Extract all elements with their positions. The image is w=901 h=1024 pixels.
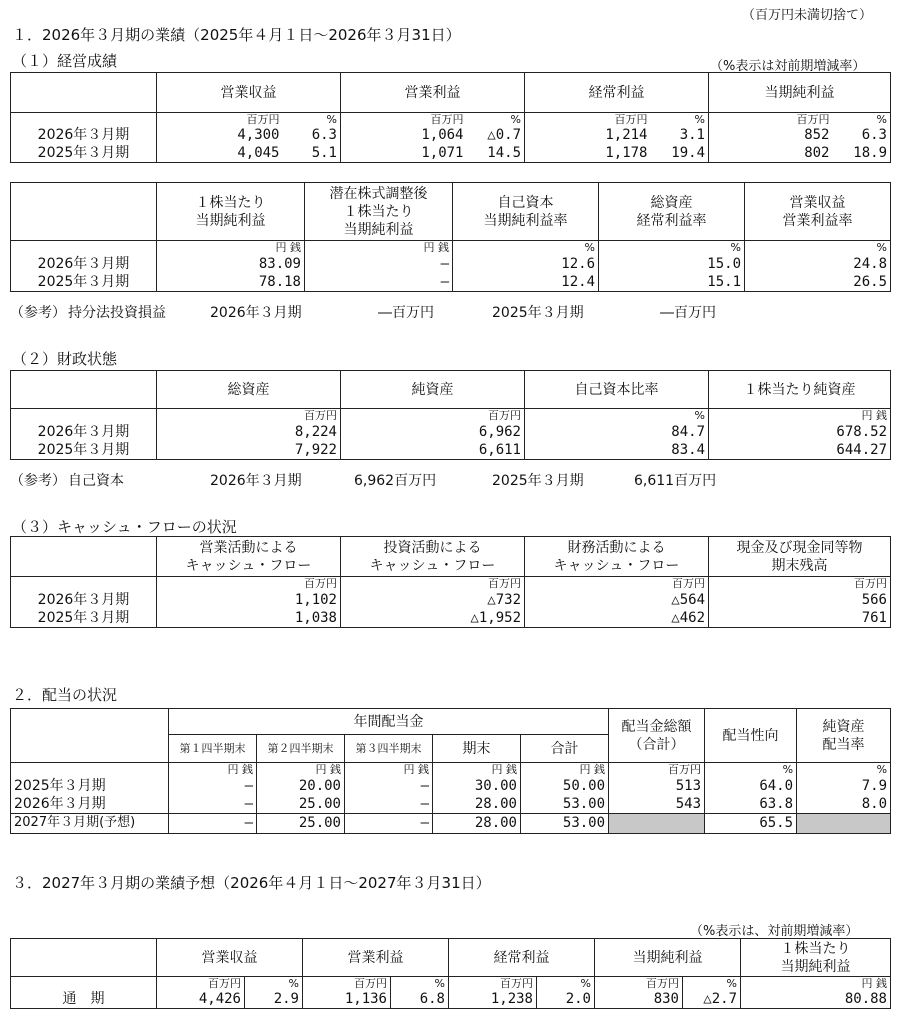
t5-subheader: 期末 xyxy=(433,735,521,763)
cell: 64.0 xyxy=(705,777,797,795)
cash-flow-heading: （３）キャッシュ・フローの状況 xyxy=(12,518,237,536)
t5-subheader: 合計 xyxy=(521,735,609,763)
row-label: 2026年３月期 xyxy=(11,795,169,814)
cell-shaded xyxy=(609,813,705,833)
cell: △1,952 xyxy=(341,609,525,628)
cell: 28.00 xyxy=(433,813,521,833)
cell: ― xyxy=(345,777,433,795)
cell: 6.3 xyxy=(283,126,341,144)
cell: 1,102 xyxy=(157,591,341,609)
cell: 12.6 xyxy=(453,255,599,273)
cell: 6.3 xyxy=(833,126,891,144)
cell: 1,214 xyxy=(525,126,651,144)
t4-header: 現金及び現金同等物 期末残高 xyxy=(709,537,891,577)
t2-header: 潜在株式調整後 １株当たり 当期純利益 xyxy=(305,183,453,241)
cell: 50.00 xyxy=(521,777,609,795)
t3-header: 純資産 xyxy=(341,371,525,409)
cell: ― xyxy=(345,813,433,833)
reference-value: ―百万円 xyxy=(660,305,716,321)
cell: 14.5 xyxy=(467,144,525,163)
section1-title: １．2026年３月期の業績（2025年４月１日～2026年３月31日） xyxy=(12,26,461,44)
row-label: 2026年３月期 xyxy=(11,255,157,273)
cell: 20.00 xyxy=(257,777,345,795)
t2-unit: 円 銭 xyxy=(157,241,305,255)
t6-unit: % xyxy=(391,977,449,991)
row-label: 2026年３月期 xyxy=(11,591,157,609)
t5-unit-label xyxy=(11,763,169,777)
cell: 6,611 xyxy=(341,441,525,460)
t1-header: 営業利益 xyxy=(341,73,525,113)
cash-flow-table xyxy=(10,536,891,628)
table-row xyxy=(11,795,891,814)
cell: 8.0 xyxy=(797,795,891,814)
cell: ― xyxy=(345,795,433,814)
cell: 83.4 xyxy=(525,441,709,460)
row-label: 2026年３月期 xyxy=(11,423,157,441)
forecast-table xyxy=(10,938,891,1009)
t2-header: 営業収益 営業利益率 xyxy=(745,183,891,241)
cell: 543 xyxy=(609,795,705,814)
table-row xyxy=(11,423,891,441)
t5-unit: 円 銭 xyxy=(169,763,257,777)
t3-unit: 百万円 xyxy=(341,409,525,423)
reference-value: 6,611百万円 xyxy=(634,473,717,489)
cell: ― xyxy=(169,813,257,833)
table-row xyxy=(11,144,891,163)
t6-unit: 百万円 xyxy=(303,977,391,991)
cell: 7.9 xyxy=(797,777,891,795)
t1-unit: % xyxy=(651,113,709,127)
t5-subheader: 第３四半期末 xyxy=(345,735,433,763)
t1-header: 経常利益 xyxy=(525,73,709,113)
per-share-ratios-table xyxy=(10,182,891,292)
reference-item: 自己資本 xyxy=(68,473,124,489)
cell: 18.9 xyxy=(833,144,891,163)
t1-unit: % xyxy=(833,113,891,127)
cell: 644.27 xyxy=(709,441,891,460)
dividends-table xyxy=(10,708,891,834)
cell: 1,136 xyxy=(303,990,391,1009)
t2-unit: % xyxy=(599,241,745,255)
t1-unit: 百万円 xyxy=(157,113,283,127)
t6-unit: 百万円 xyxy=(449,977,537,991)
t1-unit: 百万円 xyxy=(525,113,651,127)
t6-unit: % xyxy=(537,977,595,991)
table-row xyxy=(11,777,891,795)
cell: 5.1 xyxy=(283,144,341,163)
t5-header: 配当金総額 （合計） xyxy=(609,709,705,763)
t6-header: １株当たり 当期純利益 xyxy=(741,939,891,977)
cell: △564 xyxy=(525,591,709,609)
cell: 830 xyxy=(595,990,683,1009)
t2-unit: % xyxy=(453,241,599,255)
cell: 15.1 xyxy=(599,273,745,292)
cell: 28.00 xyxy=(433,795,521,814)
cell: △0.7 xyxy=(467,126,525,144)
cell: 852 xyxy=(709,126,833,144)
t1-unit: % xyxy=(283,113,341,127)
forecast-change-note: （%表示は、対前期増減率） xyxy=(690,924,859,939)
cell: 65.5 xyxy=(705,813,797,833)
cell: 63.8 xyxy=(705,795,797,814)
reference-value: ―百万円 xyxy=(378,305,434,321)
cell: 78.18 xyxy=(157,273,305,292)
reference-label: （参考） xyxy=(10,473,66,489)
t3-header: １株当たり純資産 xyxy=(709,371,891,409)
t6-header: 当期純利益 xyxy=(595,939,741,977)
t3-header: 自己資本比率 xyxy=(525,371,709,409)
t5-unit: 円 銭 xyxy=(433,763,521,777)
cell: 678.52 xyxy=(709,423,891,441)
cell: 1,178 xyxy=(525,144,651,163)
reference-item: 持分法投資損益 xyxy=(68,305,166,321)
cell: ― xyxy=(305,255,453,273)
cell: 513 xyxy=(609,777,705,795)
reference-period: 2026年３月期 xyxy=(210,473,302,489)
t6-unit: % xyxy=(683,977,741,991)
cell: 1,238 xyxy=(449,990,537,1009)
cell: 4,426 xyxy=(157,990,245,1009)
cell: 4,045 xyxy=(157,144,283,163)
operating-results-heading: （１）経営成績 xyxy=(12,52,118,70)
t6-unit: 百万円 xyxy=(595,977,683,991)
cell: 80.88 xyxy=(741,990,891,1009)
cell: 84.7 xyxy=(525,423,709,441)
table-row xyxy=(11,813,891,833)
cell: 6.8 xyxy=(391,990,449,1009)
cell: 15.0 xyxy=(599,255,745,273)
t6-unit-label xyxy=(11,977,157,991)
t1-corner xyxy=(11,73,157,113)
table-row xyxy=(11,609,891,628)
t5-header: 純資産 配当率 xyxy=(797,709,891,763)
t4-unit: 百万円 xyxy=(341,577,525,591)
t3-unit: % xyxy=(525,409,709,423)
cell: 30.00 xyxy=(433,777,521,795)
t5-subheader: 第１四半期末 xyxy=(169,735,257,763)
t5-unit: 円 銭 xyxy=(345,763,433,777)
table-row xyxy=(11,591,891,609)
t4-unit: 百万円 xyxy=(709,577,891,591)
cell: 4,300 xyxy=(157,126,283,144)
cell: 6,962 xyxy=(341,423,525,441)
cell: 25.00 xyxy=(257,795,345,814)
table-row xyxy=(11,273,891,292)
t1-header: 当期純利益 xyxy=(709,73,891,113)
table-row xyxy=(11,126,891,144)
t3-unit: 円 銭 xyxy=(709,409,891,423)
row-label: 2025年３月期 xyxy=(11,144,157,163)
table-row xyxy=(11,441,891,460)
row-label: 通 期 xyxy=(11,990,157,1009)
row-label: 2026年３月期 xyxy=(11,126,157,144)
t4-header: 営業活動による キャッシュ・フロー xyxy=(157,537,341,577)
t1-header: 営業収益 xyxy=(157,73,341,113)
cell: 26.5 xyxy=(745,273,891,292)
cell: 7,922 xyxy=(157,441,341,460)
t2-corner xyxy=(11,183,157,241)
cell: 2.9 xyxy=(245,990,303,1009)
t5-unit: % xyxy=(797,763,891,777)
cell: 2.0 xyxy=(537,990,595,1009)
reference-period: 2025年３月期 xyxy=(492,473,584,489)
t6-unit: 円 銭 xyxy=(741,977,891,991)
cell-shaded xyxy=(797,813,891,833)
cell: 25.00 xyxy=(257,813,345,833)
financial-position-heading: （２）財政状態 xyxy=(12,350,118,368)
cell: 3.1 xyxy=(651,126,709,144)
change-rate-note: （%表示は対前期増減率） xyxy=(710,59,866,74)
reference-value: 6,962百万円 xyxy=(354,473,437,489)
t6-unit: 百万円 xyxy=(157,977,245,991)
cell: 761 xyxy=(709,609,891,628)
t6-header: 経常利益 xyxy=(449,939,595,977)
t5-corner xyxy=(11,709,169,763)
t5-unit: 円 銭 xyxy=(257,763,345,777)
cell: △2.7 xyxy=(683,990,741,1009)
table-row xyxy=(11,255,891,273)
t1-unit-label xyxy=(11,113,157,127)
t2-unit-label xyxy=(11,241,157,255)
cell: 1,064 xyxy=(341,126,467,144)
cell: 24.8 xyxy=(745,255,891,273)
t1-unit: 百万円 xyxy=(709,113,833,127)
table-row xyxy=(11,990,891,1009)
rounding-note: （百万円未満切捨て） xyxy=(742,8,873,23)
row-label: 2025年３月期 xyxy=(11,273,157,292)
t6-corner xyxy=(11,939,157,977)
t2-header: １株当たり 当期純利益 xyxy=(157,183,305,241)
t5-subheader: 第２四半期末 xyxy=(257,735,345,763)
cell: 802 xyxy=(709,144,833,163)
cell: △732 xyxy=(341,591,525,609)
section3-title: ３．2027年３月期の業績予想（2026年４月１日～2027年３月31日） xyxy=(12,874,491,892)
t4-unit-label xyxy=(11,577,157,591)
t3-corner xyxy=(11,371,157,409)
t4-header: 財務活動による キャッシュ・フロー xyxy=(525,537,709,577)
t5-header: 配当性向 xyxy=(705,709,797,763)
t5-unit: 百万円 xyxy=(609,763,705,777)
cell: 1,071 xyxy=(341,144,467,163)
row-label: 2025年３月期 xyxy=(11,777,169,795)
t6-header: 営業収益 xyxy=(157,939,303,977)
cell: △462 xyxy=(525,609,709,628)
t5-unit: 円 銭 xyxy=(521,763,609,777)
t3-unit: 百万円 xyxy=(157,409,341,423)
cell: 566 xyxy=(709,591,891,609)
financial-position-table xyxy=(10,370,891,460)
t2-unit: % xyxy=(745,241,891,255)
t1-unit: 百万円 xyxy=(341,113,467,127)
t4-unit: 百万円 xyxy=(157,577,341,591)
t6-header: 営業利益 xyxy=(303,939,449,977)
t4-corner xyxy=(11,537,157,577)
t1-unit: % xyxy=(467,113,525,127)
cell: 1,038 xyxy=(157,609,341,628)
cell: 19.4 xyxy=(651,144,709,163)
cell: 8,224 xyxy=(157,423,341,441)
annual-dividend-header: 年間配当金 xyxy=(169,709,609,735)
t4-unit: 百万円 xyxy=(525,577,709,591)
cell: 12.4 xyxy=(453,273,599,292)
row-label: 2027年３月期(予想) xyxy=(11,813,169,833)
cell: 83.09 xyxy=(157,255,305,273)
reference-period: 2025年３月期 xyxy=(492,305,584,321)
cell: ― xyxy=(169,795,257,814)
row-label: 2025年３月期 xyxy=(11,609,157,628)
cell: ― xyxy=(169,777,257,795)
t6-unit: % xyxy=(245,977,303,991)
t4-header: 投資活動による キャッシュ・フロー xyxy=(341,537,525,577)
t5-unit: % xyxy=(705,763,797,777)
reference-period: 2026年３月期 xyxy=(210,305,302,321)
cell: 53.00 xyxy=(521,813,609,833)
row-label: 2025年３月期 xyxy=(11,441,157,460)
cell: ― xyxy=(305,273,453,292)
t2-header: 自己資本 当期純利益率 xyxy=(453,183,599,241)
t3-header: 総資産 xyxy=(157,371,341,409)
t2-header: 総資産 経常利益率 xyxy=(599,183,745,241)
operating-results-table xyxy=(10,72,891,163)
reference-label: （参考） xyxy=(10,305,66,321)
t2-unit: 円 銭 xyxy=(305,241,453,255)
cell: 53.00 xyxy=(521,795,609,814)
t3-unit-label xyxy=(11,409,157,423)
section2-title: ２．配当の状況 xyxy=(12,686,118,704)
